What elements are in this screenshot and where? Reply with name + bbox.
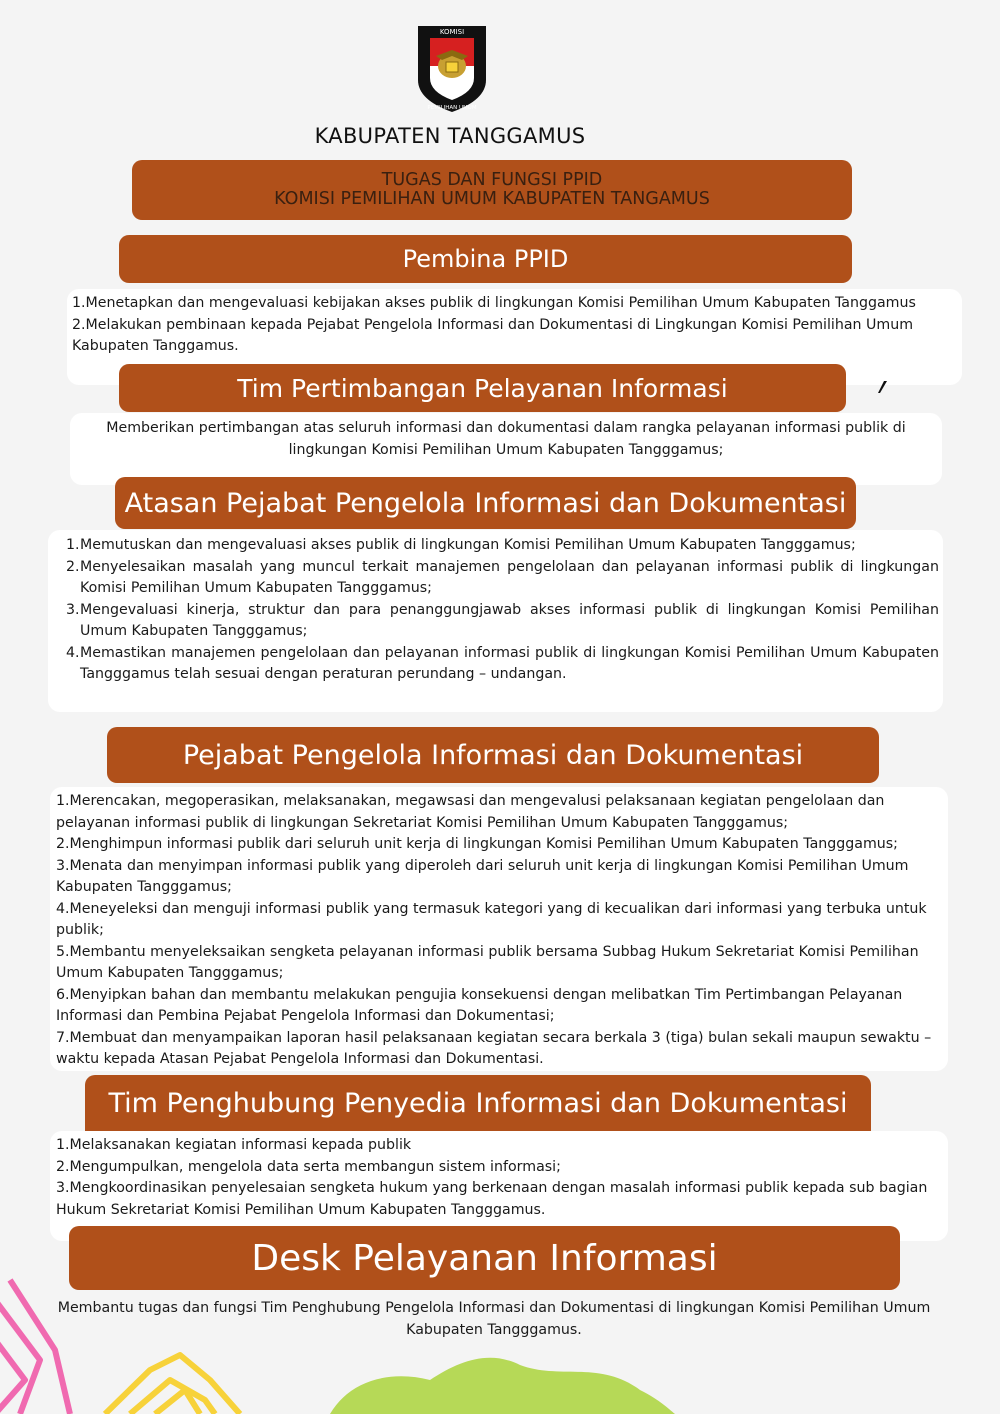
list-item: 2.Melakukan pembinaan kepada Pejabat Pengelola Informasi dan Dokumentasi di Lingkungan Komisi Pemilihan Umum Kabupaten Tanggamus. — [72, 316, 914, 354]
list-item: 4.Meneyeleksi dan menguji informasi publik yang termasuk kategori yang di kecualikan dari informasi yang terbuka untuk publik; — [56, 900, 927, 938]
list-item: 1.Merencakan, megoperasikan, melaksanakan, megawsasi dan mengevalusi pelaksanaan kegiatan pengelolaan dan pelayanan informasi publik di lingkungan Sekretariat Komisi Pemilihan Umum Kabupaten Tangggamus; — [56, 793, 885, 831]
logo-ring-top: KOMISI — [439, 28, 465, 36]
list-text: Memutuskan dan mengevaluasi akses publik di lingkungan Komisi Pemilihan Umum Kabupaten Tangggamus; — [80, 537, 856, 553]
list-item: 2.Menghimpun informasi publik dari seluruh unit kerja di lingkungan Komisi Pemilihan Umum Kabupaten Tangggamus; — [56, 836, 898, 852]
list-item: 3.Mengkoordinasikan penyelesaian sengketa hukum yang berkenaan dengan masalah informasi publik kepada sub bagian Hukum Sekretariat Komisi Pemilihan Umum Kabupaten Tangggamus. — [56, 1180, 928, 1218]
section-title-tim-pertimbangan — [119, 364, 846, 412]
section-body-desk — [45, 1298, 943, 1341]
section-body-ppid — [50, 787, 948, 1071]
list-item: 1.Menetapkan dan mengevaluasi kebijakan akses publik di lingkungan Komisi Pemilihan Umum Kabupaten Tanggamus — [72, 295, 916, 311]
main-banner-line1: TUGAS DAN FUNGSI PPID — [381, 170, 603, 190]
list-number: 2. — [66, 558, 80, 575]
list-item: 1.Melaksanakan kegiatan informasi kepada publik — [56, 1137, 412, 1153]
section-title-atasan-ppid — [115, 477, 856, 529]
list-item — [66, 535, 939, 557]
list-number: 3. — [66, 601, 80, 618]
list-item — [66, 643, 939, 686]
section-title-desk — [69, 1226, 900, 1290]
section-title-tim-pertimbangan-text: Tim Pertimbangan Pelayanan Informasi — [237, 373, 728, 403]
section-text: Memberikan pertimbangan atas seluruh informasi dan dokumentasi dalam rangka pelayanan informasi publik di lingkungan Komisi Pemilihan Umum Kabupaten Tangggamus; — [106, 420, 906, 458]
section-title-pembina-text: Pembina PPID — [402, 245, 569, 273]
list-item — [66, 600, 939, 643]
section-title-ppid — [107, 727, 879, 783]
section-title-pembina — [119, 235, 852, 283]
page-title: KABUPATEN TANGGAMUS — [314, 124, 586, 148]
main-banner — [132, 160, 852, 220]
list-item: 2.Mengumpulkan, mengelola data serta membangun sistem informasi; — [56, 1158, 561, 1175]
section-text: Membantu tugas dan fungsi Tim Penghubung Pengelola Informasi dan Dokumentasi di lingkungan Komisi Pemilihan Umum Kabupaten Tangggamus. — [57, 1300, 931, 1338]
list-number: 4. — [66, 644, 80, 661]
list-item: 3.Menata dan menyimpan informasi publik yang diperoleh dari seluruh unit kerja di lingkungan Komisi Pemilihan Umum Kabupaten Tangggamus; — [56, 857, 909, 895]
comma-mark-icon — [876, 380, 888, 394]
section-title-ppid-text: Pejabat Pengelola Informasi dan Dokumentasi — [182, 739, 804, 771]
section-body-atasan-ppid — [48, 530, 943, 712]
section-title-tim-penghubung-text: Tim Penghubung Penyedia Informasi dan Dokumentasi — [108, 1087, 848, 1119]
list-text: Memastikan manajemen pengelolaan dan pelayanan informasi publik di lingkungan Komisi Pemilihan Umum Kabupaten Tangggamus telah sesuai dengan peraturan perundang – undangan. — [80, 644, 939, 682]
list-item — [66, 557, 939, 600]
section-title-tim-penghubung — [85, 1075, 871, 1131]
list-number: 1. — [66, 537, 80, 553]
section-title-desk-text: Desk Pelayanan Informasi — [251, 1237, 718, 1279]
section-title-atasan-ppid-text: Atasan Pejabat Pengelola Informasi dan Dokumentasi — [124, 487, 847, 519]
main-banner-line2: KOMISI PEMILIHAN UMUM KABUPATEN TANGAMUS — [274, 189, 710, 209]
list-item: 7.Membuat dan menyampaikan laporan hasil pelaksanaan kegiatan secara berkala 3 (tiga) bulan sekali maupun sewaktu – waktu kepada Atasan Pejabat Pengelola Informasi dan Dokumentasi. — [56, 1029, 932, 1067]
logo-ring-bottom: PEMILIHAN UMUM — [427, 105, 477, 111]
list-item: 6.Menyipkan bahan dan membantu melakukan pengujia konsekuensi dengan melibatkan Tim Pertimbangan Pelayanan Informasi dan Pembina Pejabat Pengelola Informasi dan Dokumentasi; — [56, 986, 903, 1024]
kpu-logo — [412, 22, 492, 114]
list-text: Mengevaluasi kinerja, struktur dan para penanggungjawab akses informasi publik di lingkungan Komisi Pemilihan Umum Kabupaten Tangggamus; — [80, 601, 939, 639]
section-body-tim-penghubung — [50, 1131, 948, 1241]
list-item: 5.Membantu menyeleksaikan sengketa pelayanan informasi publik bersama Subbag Hukum Sekretariat Komisi Pemilihan Umum Kabupaten Tangggamus; — [56, 943, 919, 981]
section-body-tim-pertimbangan — [70, 413, 942, 485]
list-text: Menyelesaikan masalah yang muncul terkait manajemen pengelolaan dan pelayanan informasi publik di lingkungan Komisi Pemilihan Umum Kabupaten Tangggamus; — [80, 558, 939, 596]
